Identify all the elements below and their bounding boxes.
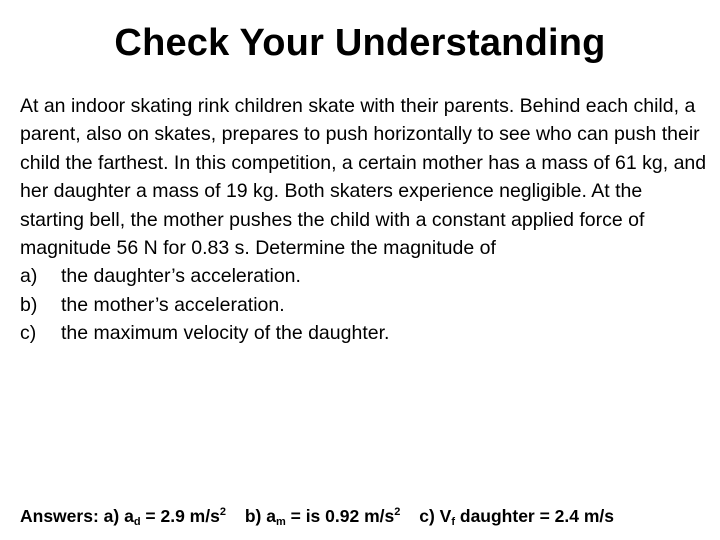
answer-b: b) $a_m$ = is 0.92 $m/s^2$ — [244, 506, 401, 528]
page-title: Check Your Understanding — [114, 22, 606, 64]
answers-label: Answers: — [20, 506, 99, 526]
answer-c: c) $V_f$ daughter = 2.4 m/s — [419, 506, 615, 528]
list-item — [20, 291, 710, 319]
answer-a: a) $a_d = 2.9$ $m/s^2$ — [103, 506, 226, 528]
list-item-text: the mother’s acceleration. — [61, 293, 285, 316]
list-item — [20, 262, 710, 290]
problem-body — [20, 92, 710, 348]
list-marker: c) — [20, 322, 37, 345]
list-item-text: the maximum velocity of the daughter. — [61, 322, 390, 345]
list-item — [20, 319, 710, 347]
question-list — [20, 262, 710, 347]
answers-line — [20, 506, 710, 528]
list-marker: b) — [20, 293, 38, 316]
list-marker: a) — [20, 265, 38, 288]
problem-paragraph: At an indoor skating rink children skate with their parents. Behind each child, a parent, also on skates, prepares to push horizontally to see who can push their child the farthest. In this competition, a certain mother has a mass of 61 kg, and her daughter a mass of 19 kg. Both skaters experience negligible. At the starting bell, the mother pushes the child with a constant applied force of magnitude 56 N for 0.83 s. Determine the magnitude of — [20, 95, 707, 260]
list-item-text: the daughter’s acceleration. — [61, 265, 301, 288]
